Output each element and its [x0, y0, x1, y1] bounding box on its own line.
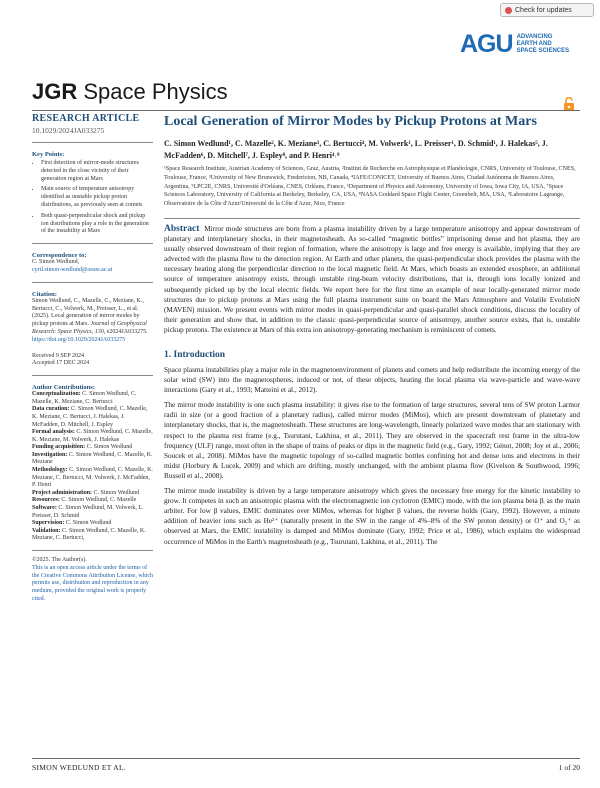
- article-doi: 10.1029/2024JA033275: [32, 126, 105, 135]
- dates: [32, 353, 153, 369]
- agu-tagline-line: EARTH AND: [516, 41, 552, 47]
- sidebar-rule: [32, 243, 153, 244]
- journal-abbrev: JGR: [32, 79, 78, 104]
- contribution-line: [32, 406, 153, 429]
- key-point: • First detection of mirror-mode structures detected in the close vicinity of their generation region at Mars: [41, 160, 153, 183]
- contribution-role: Methodology:: [32, 467, 68, 474]
- key-points: [32, 160, 153, 236]
- contribution-names: C. Simon Wedlund, C. Mazelle, K. Meziane, C. Bertucci,: [32, 527, 146, 542]
- contribution-role: Supervision:: [32, 520, 65, 527]
- license-text: [32, 565, 153, 604]
- contributions-heading: Author Contributions:: [32, 384, 95, 392]
- contribution-role: Formal analysis:: [32, 429, 75, 436]
- check-updates-label: Check for updates: [515, 6, 572, 14]
- contribution-line: [32, 391, 153, 406]
- article-type: RESEARCH ARTICLE: [32, 113, 140, 124]
- crossmark-icon: [505, 7, 512, 14]
- contribution-line: [32, 452, 153, 467]
- contribution-names: C. Simon Wedlund: [65, 520, 112, 527]
- sidebar-rule: [32, 550, 153, 551]
- correspondence: [32, 259, 153, 275]
- abstract: [164, 224, 580, 335]
- received-date: Received 9 SEP 2024: [32, 352, 84, 359]
- affiliations: ¹Space Research Institute, Austrian Academy of Sciences, Graz, Austria, ²Institut de Recherche en Astrophysique et Planétologie, CNRS, University of Toulouse, CNES, Toulouse, France, ³University of New Brunswick, Fredericton, NB, Canada, ⁴IAFE/CONICET, University of Buenos Aires, Ciudad Autónoma de Buenos Aires, Argentina, ⁵LPC2E, CNRS, Université d'Orléans, CNES, Orléans, France, ⁶Department of Physics and Astronomy, University of Iowa, Iowa City, IA, USA, ⁷Space Sciences Laboratory, University of California at Berkeley, Berkeley, CA, USA, ⁸NASA Goddard Space Flight Center, Greenbelt, MA, USA, ⁹Laboratoire Lagrange, Observatoire de la Côte d'Azur/Université de la Côte d'Azur, Nice, France: [164, 166, 576, 208]
- key-point: • Both quasi-perpendicular shock and pickup ion distributions play a role in the generation of the instability at Mars: [41, 213, 153, 236]
- license-block: [32, 557, 153, 604]
- open-access-icon: [562, 97, 576, 111]
- contribution-role: Data curation:: [32, 406, 70, 413]
- contribution-line: [32, 497, 153, 505]
- citation-doi-link[interactable]: https://doi.org/10.1029/2024JA033275: [32, 336, 126, 343]
- correspondence-email-link[interactable]: cyril.simon-wedlund@oeaw.ac.at: [32, 266, 113, 273]
- contribution-role: Funding acquisition:: [32, 444, 86, 451]
- footer-rule: [32, 758, 580, 759]
- agu-mark: AGU: [460, 30, 513, 58]
- contribution-names: C. Simon Wedlund, C. Mazelle, K. Meziane, C. Bertucci, J. Halekas, J. McFadden, D. Mitchell, J. Espley: [32, 406, 148, 428]
- contribution-role: Validation:: [32, 527, 61, 534]
- authors-text: C. Simon Wedlund¹, C. Mazelle², K. Meziane³, C. Bertucci⁴, M. Volwerk¹, L. Preisser¹, D. Schmid¹, J. Halekas⁵, J. McFadden⁶, D. Mitchell⁷, J. Espley⁸, and P. Henri⁴˒⁹: [164, 139, 548, 160]
- sidebar-rule: [32, 282, 153, 283]
- abstract-label: Abstract: [164, 223, 200, 234]
- contribution-line: [32, 505, 153, 520]
- contribution-names: C. Simon Wedlund, C. Mazelle: [61, 497, 137, 504]
- author-list: [164, 138, 580, 161]
- accepted-date: Accepted 17 DEC 2024: [32, 360, 90, 367]
- agu-tagline-line: SPACE SCIENCES: [516, 48, 570, 54]
- citation-rest: , e2024JA033275.: [103, 328, 148, 335]
- copyright: ©2025. The Author(s).: [32, 557, 87, 564]
- contribution-line: [32, 429, 153, 444]
- page-number: 1 of 20: [558, 763, 580, 772]
- paragraph: The mirror mode instability is driven by a large temperature anisotropy which gives the necessary free energy for the kinetic instability to grow. It competes in such an anisotropic plasma with the electromagnetic ion cyclotron (EMIC) mode, with the ion plasma beta βᵢ as the main arbiter. For low β values, EMIC dominates over MiMos, whereas for higher β values, the reverse holds (Gary, 1992). However, a minute addition of heavier ions such as He²⁺ (naturally present in the SW in the range of 4%–8% of the SW proton density) or O⁺ and O₂⁺ as observed at Mars, the EMIC instability is damped and MiMos dominate (Gary, 1992; Price et al., 1986), which explains the widespread occurrence of MiMos in the Earth's magnetosheath (e.g., Tsurutani, Lakhina, et al., 2011). The: [164, 487, 580, 546]
- contribution-role: Investigation:: [32, 451, 68, 458]
- contribution-role: Project administration:: [32, 489, 93, 496]
- main-column: [164, 111, 580, 547]
- contribution-names: C. Simon Wedlund, C. Mazelle, K. Meziane, C. Bertucci: [32, 391, 137, 405]
- citation: [32, 298, 153, 345]
- contributions-list: [32, 391, 153, 543]
- sidebar-rule: [32, 375, 153, 376]
- contribution-role: Conceptualization:: [32, 391, 81, 398]
- paragraph: The mirror mode instability is one such plasma instability: it gives rise to the formation of large structures, several tens of SW proton Larmor radii in size (or a good fraction of a planetary radius), called mirror modes (MiMos), which are present downstream of planetary and interplanetary shocks, that is, the magnetosheath. These structures are long-wavelength, linearly polarized wave modes that are stationary with respect to the plasma rest frame (e.g., Tsurutani, Lakhina, et al., 2011). They are observed in the spacecraft rest frame in the ultra-low frequency (ULF) range, most often in the shape of trains of peaks or dips in the magnetic field (e.g., Gary, 1992; Génot, 2008; Joy et al., 2006; Soucek et al., 2008). MiMos have the magnetic topology of so-called magnetic bottles confining hot and dense ions and electrons in their midst (Horbury & Lucek, 2009) and which are drifting, mostly unchanged, with the ambient plasma flow (Kivelson & Southwood, 1996; Russell et al., 2008).: [164, 401, 580, 480]
- contribution-names: C. Simon Wedlund: [86, 444, 133, 451]
- abstract-text: Mirror mode structures are born from a plasma instability driven by a large temperature anisotropy and appear downstream of planetary and interplanetary shocks, in their magnetosheath. As so-called “magnetic bottles” imprisoning dense and hot plasma, they are usually observed downstream of their region of formation, where the anisotropy is large and free energy is available, implying that they are advected with the plasma flow to the detection region. At Earth and other planets, the quasi-perpendicular shock provides the plasma with the necessary heating along the perpendicular direction to the local magnetic field. At Mars, which boasts an extended exosphere, an additional source of temperature anisotropy exists, through unstable ring-beam velocity distributions, that is, through ions locally ionized and subsequently picked up by the local electric fields. We report here for the first time an example of near locally-generated mirror mode structures due to pickup protons at Mars using the full plasma instrument suite on board the Mars Atmosphere and Volatile EvolutioN (MAVEN) mission. We present events with mirror modes in quasi-perpendicular and quasi-parallel shock conditions, discuss the locality of their generation and show that, in addition to the classic quasi-perpendicular source of anisotropy, another source exists, that is, unstable pickup protons. The existence at Mars of this extra ion anisotropy-generating mechanism is reminiscent of comets.: [164, 224, 580, 334]
- check-for-updates-button[interactable]: [500, 3, 594, 17]
- contribution-names: C. Simon Wedlund, C. Mazelle, K. Meziane: [32, 451, 153, 466]
- citation-text: Simon Wedlund, C., Mazelle, C., Meziane, K., Bertucci, C., Volwerk, M., Preisser, L., et al. (2025). Local generation of mirror modes by pickup protons at Mars.: [32, 297, 144, 328]
- contribution-line: [32, 490, 153, 498]
- running-footer: SIMON WEDLUND ET AL.: [32, 763, 127, 772]
- contribution-role: Resources:: [32, 497, 60, 504]
- article-title: Local Generation of Mirror Modes by Pickup Protons at Mars: [164, 114, 537, 129]
- contribution-names: C. Simon Wedlund, M. Volwerk, L. Preisser, D. Schmid: [32, 505, 144, 519]
- journal-title: [32, 79, 228, 105]
- citation-heading: Citation:: [32, 290, 57, 298]
- license-pre: This is an open access article under the terms of the: [32, 564, 148, 579]
- contribution-role: Software:: [32, 505, 57, 512]
- contribution-line: [32, 528, 153, 543]
- sidebar: [32, 113, 153, 604]
- correspondence-name: C. Simon Wedlund,: [32, 259, 80, 266]
- contribution-line: [32, 467, 153, 490]
- paragraph: Space plasma instabilities play a major role in the magnetoenvironment of planets and comets and help redistribute the incoming energy of the solar wind (SW) into the magnetospheres, induced or not, of these objects, heating the local plasma via wave-particle and wave-wave interactions (Gary et al., 1993; Matteini et al., 2012).: [164, 366, 580, 395]
- agu-tagline: [517, 34, 570, 55]
- abstract-rule: [164, 218, 580, 219]
- correspondence-heading: Correspondence to:: [32, 252, 87, 260]
- agu-logo: [460, 30, 569, 59]
- license-post: License, which permits use, distribution and reproduction in any medium, provided the original work is properly cited.: [32, 572, 154, 602]
- section-heading-introduction: 1. Introduction: [164, 350, 226, 361]
- key-points-heading: Key Points:: [32, 151, 65, 158]
- license-link[interactable]: Creative Commons Attribution: [40, 572, 116, 579]
- citation-journal: Journal of Geophysical Research: Space Physics, 130: [32, 321, 147, 335]
- contribution-names: C. Simon Wedlund, C. Mazelle, K. Meziane, C. Bertucci, M. Volwerk, J. McFadden, P. Henri: [32, 467, 153, 489]
- agu-tagline-line: ADVANCING: [516, 34, 553, 40]
- contribution-line: [32, 444, 153, 452]
- contribution-names: C. Simon Wedlund, C. Mazelle, K. Meziane, M. Volwerk, J. Halekas: [32, 429, 153, 443]
- contribution-line: [32, 520, 153, 528]
- key-point: • Main source of temperature anisotropy identified as unstable pickup proton distributions, as previously seen at comets: [41, 186, 153, 209]
- sidebar-rule: [32, 142, 153, 143]
- contribution-names: C. Simon Wedlund: [93, 489, 140, 496]
- journal-name: Space Physics: [77, 79, 228, 104]
